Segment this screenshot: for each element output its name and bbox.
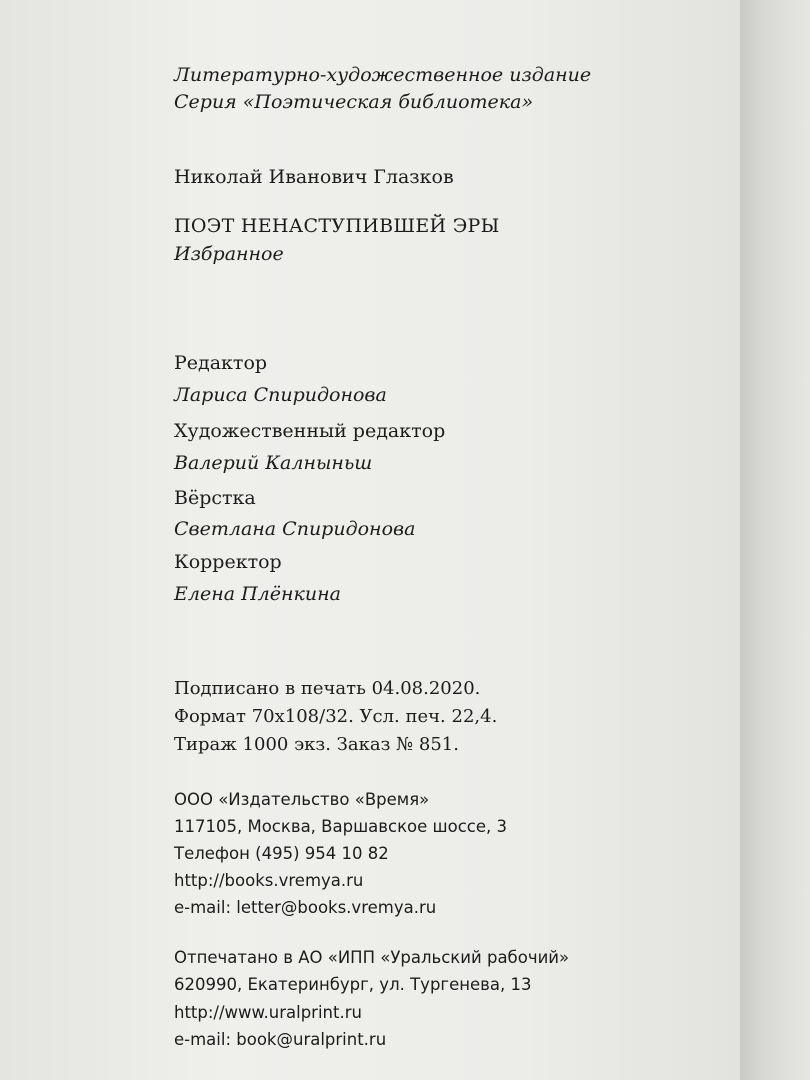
- credit-role-proofreader: Корректор: [174, 551, 282, 573]
- publisher-email: e-mail: letter@books.vremya.ru: [174, 898, 437, 917]
- print-format: Формат 70х108/32. Усл. печ. 22,4.: [174, 706, 498, 727]
- credit-role-layout: Вёрстка: [174, 487, 256, 509]
- page-edge: [740, 0, 810, 1080]
- print-signed: Подписано в печать 04.08.2020.: [174, 678, 481, 699]
- book-title: ПОЭТ НЕНАСТУПИВШЕЙ ЭРЫ: [174, 215, 500, 237]
- printer-url: http://www.uralprint.ru: [174, 1003, 362, 1022]
- publisher-url: http://books.vremya.ru: [174, 871, 364, 890]
- printer-address: 620990, Екатеринбург, ул. Тургенева, 13: [174, 975, 532, 994]
- author-name: Николай Иванович Глазков: [174, 166, 454, 188]
- credit-role-editor: Редактор: [174, 352, 268, 374]
- publisher-address: 117105, Москва, Варшавское шоссе, 3: [174, 817, 508, 836]
- printer-name: Отпечатано в АО «ИПП «Уральский рабочий»: [174, 948, 570, 967]
- book-subtitle: Избранное: [174, 243, 284, 265]
- publisher-phone: Телефон (495) 954 10 82: [174, 844, 389, 863]
- publisher-name: ООО «Издательство «Время»: [174, 790, 430, 809]
- printer-email: e-mail: book@uralprint.ru: [174, 1030, 387, 1049]
- credit-name-layout: Светлана Спиридонова: [174, 518, 416, 540]
- edition-type: Литературно-художественное издание: [174, 64, 592, 86]
- series-name: Серия «Поэтическая библиотека»: [174, 91, 534, 113]
- credit-name-proofreader: Елена Плёнкина: [174, 583, 341, 605]
- credit-role-art-editor: Художественный редактор: [174, 420, 446, 442]
- print-run: Тираж 1000 экз. Заказ № 851.: [174, 734, 459, 755]
- credit-name-editor: Лариса Спиридонова: [174, 384, 387, 406]
- credit-name-art-editor: Валерий Калныньш: [174, 452, 373, 474]
